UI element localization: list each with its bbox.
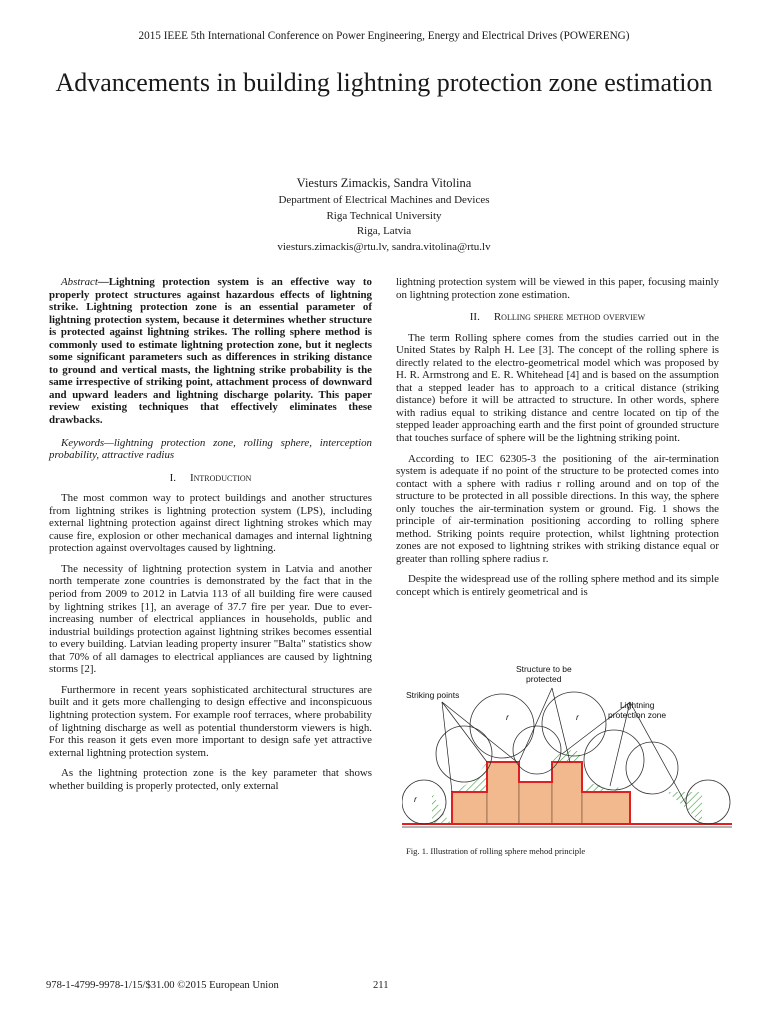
label-radius: r (576, 712, 579, 722)
building-block (452, 792, 487, 824)
protection-zone-hatch (667, 792, 702, 824)
section-number: I. (169, 471, 176, 484)
conference-header: 2015 IEEE 5th International Conference on Power Engineering, Energy and Electrical Drives (POWERENG) (138, 30, 630, 42)
abstract-label: Abstract (61, 276, 98, 288)
keywords-text: lightning protection zone, rolling sphere, interception probability, attractive radius (49, 436, 372, 462)
affiliation-block (0, 193, 768, 255)
rolling-sphere-figure (402, 664, 732, 834)
building-block (552, 762, 582, 824)
rolling-paragraph-2: According to IEC 62305-3 the positioning of the air-termination system is adequate if no point of the structure to be protected comes into contact with a sphere with radius r rolling around and on top of the structure to be protected in all possible directions. In this way, the sphere only touches the air-termination system or ground. Fig. 1 shows the principle of air-termination positioning according to rolling sphere method. Striking points require protection, whilst lightning protection zones are not exposed to lightning strikes with striking distance equal or greater than rolling sphere radius r. (396, 452, 719, 565)
intro-paragraph-1: The most common way to protect buildings and another structures from lightning strikes is lightning protection system (LPS), including external lightning protection against direct lightning strokes which may cause fire, explosion or other mechanical damages and internal lightning protection against overvoltages caused by lightning. (49, 492, 372, 555)
intro-paragraph-3: Furthermore in recent years sophisticated architectural structures are built and it gets more challenging to design effective and inconspicuous lightning protection system. For example roof terraces, where probability of lightning discharge as well as potential thunderstorm viewers is high. For this reason it gets even more important to design safe yet attractive external lightning protection system. (49, 683, 372, 759)
right-column (396, 276, 719, 607)
building-block (582, 792, 630, 824)
intro-paragraph-2: The necessity of lightning protection system in Latvia and another north temperate zone countries is demonstrated by the fact that in the period from 2009 to 2012 in Latvia 113 of all building fire were caused by lightning strikes [1], an average of 37.7 fire per year. Due to ever-increasing number of electrical appliances in households, public and industrial buildings protection against lightning strikes becomes essential to every building. Latvian leading property insurer "Balta" statistics show that 70% of all damages to electrical appliances are caused by lightning storms [2]. (49, 562, 372, 676)
protection-zone-hatch (432, 792, 452, 824)
section-heading-rolling-sphere (396, 311, 719, 324)
protection-zone-hatch (452, 762, 487, 792)
keywords (49, 437, 372, 462)
section-number: II. (469, 311, 480, 324)
rolling-sphere (470, 694, 534, 758)
intro-paragraph-4: As the lightning protection zone is the key parameter that shows whether building is properly protected, only external (49, 767, 372, 792)
label-structure-line1: Structure to be (516, 664, 572, 674)
label-radius: r (414, 794, 417, 804)
paper-title: Advancements in building lightning protection zone estimation (55, 68, 713, 97)
rolling-sphere (584, 730, 644, 790)
section-heading-introduction (49, 472, 372, 485)
abstract-text: —Lightning protection system is an effective way to properly protect structures against hazardous effects of lightning strike. Lightning protection zone is an essential parameter of lightning protection system, because it determines whether structure is protected against lightning strikes. The rolling sphere method is commonly used to estimate lightning protection zone, but it neglects some significant parameters such as differences in striking distance to ground and vertical masts, the lightning strike probability is the same irrespective of striking point, attachment process of downward and upward leaders and lightning discharge polarity. This paper review existing techniques that effectively eliminates these drawbacks. (49, 276, 372, 427)
paper-authors: Viesturs Zimackis, Sandra Vitolina (296, 176, 472, 190)
footer-isbn: 978-1-4799-9978-1/15/$31.00 ©2015 European Union (46, 980, 279, 991)
continuation-paragraph: lightning protection system will be viewed in this paper, focusing mainly on lightning protection zone estimation. (396, 276, 719, 301)
label-zone-line1: Lightning (620, 700, 655, 710)
rolling-sphere (436, 726, 492, 782)
affiliation-emails[interactable]: viesturs.zimackis@rtu.lv, sandra.vitolina@rtu.lv (277, 240, 491, 253)
rolling-sphere (513, 726, 561, 774)
protection-zone-hatch (582, 784, 610, 792)
affiliation-university: Riga Technical University (326, 209, 442, 222)
affiliation-department: Department of Electrical Machines and Devices (278, 194, 490, 206)
label-structure-line2: protected (526, 674, 562, 684)
label-striking-points: Striking points (406, 690, 460, 700)
keywords-label: Keywords— (61, 436, 114, 449)
building-block (487, 762, 519, 824)
rolling-sphere (402, 780, 446, 824)
figure-caption: Fig. 1. Illustration of rolling sphere mehod principle (406, 846, 586, 856)
section-title: Introduction (189, 471, 252, 484)
label-zone-line2: protection zone (608, 710, 667, 720)
rolling-paragraph-3: Despite the widespread use of the rolling sphere method and its simple concept which is entirely geometrical and is (396, 573, 719, 599)
label-radius: r (506, 712, 509, 722)
abstract (49, 276, 372, 427)
left-column (49, 276, 372, 800)
section-title: Rolling sphere method overview (493, 311, 646, 324)
rolling-sphere (542, 692, 606, 756)
rolling-sphere (626, 742, 678, 794)
rolling-paragraph-1: The term Rolling sphere comes from the studies carried out in the United States by Ralph H. Lee [3]. The concept of the rolling sphere is directly related to the electro-geometrical model which was proposed by H. R. Armstrong and E. R. Whitehead [4] and is based on the assumption that a stepped leader has to approach to a critical distance (striking distance) before it will be attracted to structure. In other words, sphere with radius equal to striking distance and centre located on tip of the stepped leader approaching earth and the first point of grounded structure that touches surface of sphere will be the lightning striking point. (396, 331, 719, 445)
building-block (519, 782, 552, 824)
page-number: 211 (373, 980, 389, 991)
affiliation-city: Riga, Latvia (356, 225, 412, 237)
